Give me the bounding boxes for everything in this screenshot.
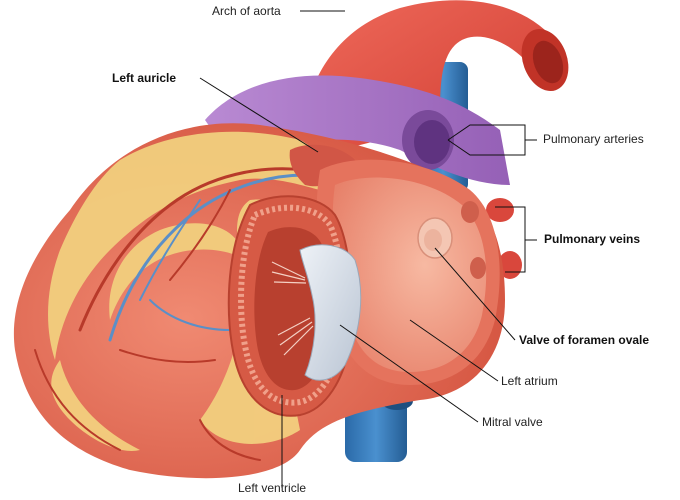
label-left-atrium: Left atrium (501, 374, 558, 388)
label-left-auricle: Left auricle (112, 71, 177, 85)
label-pulmonary-arteries: Pulmonary arteries (543, 132, 644, 146)
label-mitral-valve: Mitral valve (482, 415, 543, 429)
label-left-ventricle: Left ventricle (238, 481, 307, 495)
label-arch-of-aorta: Arch of aorta (212, 4, 281, 18)
label-valve-of-foramen-ovale: Valve of foramen ovale (519, 333, 650, 347)
label-pulmonary-veins: Pulmonary veins (544, 232, 641, 246)
